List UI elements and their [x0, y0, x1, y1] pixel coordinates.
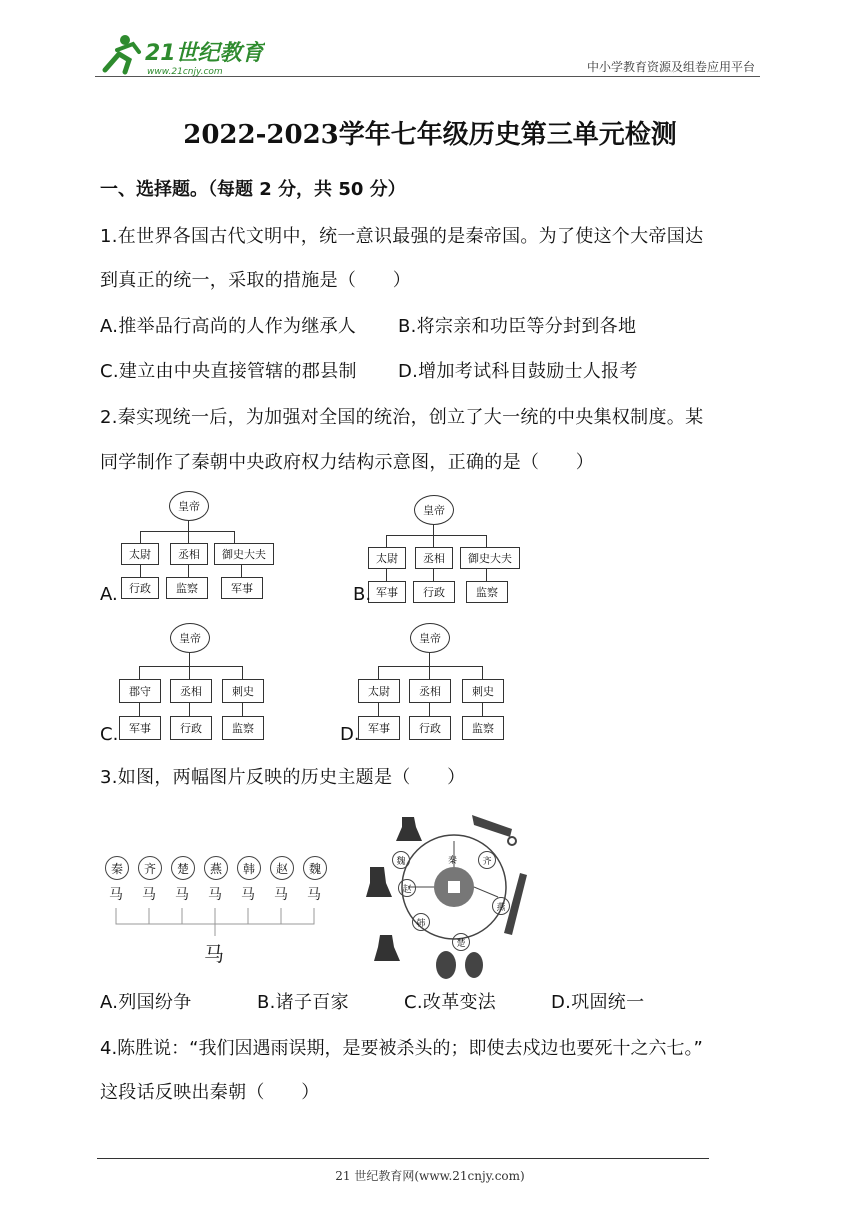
- diagram-a-letter: A.: [100, 584, 118, 605]
- node-bottom-3: 监察: [462, 716, 504, 740]
- connector: [140, 531, 234, 532]
- node-bottom-2: 监察: [166, 577, 208, 599]
- connector: [482, 703, 483, 716]
- footer-divider: [97, 1158, 709, 1159]
- diagram-c-letter: C.: [100, 724, 119, 745]
- script-glyph: 马: [274, 887, 288, 903]
- connector: [386, 569, 387, 581]
- node-emperor: 皇帝: [169, 491, 209, 521]
- node-mid-3: 刺史: [222, 679, 264, 703]
- connector: [241, 565, 242, 577]
- connector: [140, 531, 141, 543]
- q4-stem-line2: 这段话反映出秦朝（ ）: [100, 1082, 320, 1103]
- logo-text: 21世纪教育: [145, 41, 264, 66]
- connector: [234, 531, 235, 543]
- node-bottom-3: 军事: [221, 577, 263, 599]
- connector: [188, 520, 189, 531]
- connector: [189, 666, 190, 679]
- node-bottom-1: 行政: [121, 577, 159, 599]
- header-tagline: 中小学教育资源及组卷应用平台: [586, 60, 755, 74]
- node-emperor: 皇帝: [170, 623, 210, 653]
- connector: [386, 535, 486, 536]
- connector: [429, 666, 430, 679]
- node-mid-2: 丞相: [409, 679, 451, 703]
- q4-stem-line1: 4.陈胜说：“我们因遇雨误期，是要被杀头的；即使去戍边也要死十之六七。”: [100, 1038, 703, 1059]
- connector: [139, 703, 140, 716]
- q3-option-c: C.改革变法: [404, 992, 497, 1013]
- node-bottom-3: 监察: [466, 581, 508, 603]
- diagram-d: [356, 623, 516, 743]
- connector: [188, 531, 189, 543]
- node-mid-1: 太尉: [358, 679, 400, 703]
- state-seal: 楚: [171, 856, 195, 880]
- diagram-d-letter: D.: [340, 724, 360, 745]
- connector: [433, 569, 434, 581]
- node-emperor: 皇帝: [414, 495, 454, 525]
- coin-state-seal: 燕: [492, 897, 510, 915]
- runner-icon: [105, 35, 139, 72]
- script-unification-figure: [100, 850, 340, 970]
- state-seal: 燕: [204, 856, 228, 880]
- connector: [140, 565, 141, 577]
- node-mid-2: 丞相: [415, 547, 453, 569]
- page-title: 2022-2023学年七年级历史第三单元检测: [183, 120, 677, 150]
- script-glyph: 马: [175, 887, 189, 903]
- state-seal: 秦: [105, 856, 129, 880]
- header-divider: [95, 76, 760, 77]
- script-glyph: 马: [241, 887, 255, 903]
- coin-state-seal: 齐: [478, 851, 496, 869]
- connector: [378, 666, 482, 667]
- coin-state-seal: 韩: [412, 913, 430, 931]
- q1-option-b: B.将宗亲和功臣等分封到各地: [398, 316, 637, 337]
- node-bottom-2: 行政: [409, 716, 451, 740]
- node-mid-3: 刺史: [462, 679, 504, 703]
- connector: [139, 666, 140, 679]
- currency-unification-figure: [362, 805, 542, 983]
- coin-state-seal: 魏: [392, 851, 410, 869]
- diagram-b-letter: B.: [353, 584, 372, 605]
- node-mid-1: 郡守: [119, 679, 161, 703]
- connector: [386, 535, 387, 547]
- connector: [378, 703, 379, 716]
- footer-text: 21 世纪教育网(www.21cnjy.com): [335, 1169, 525, 1183]
- script-glyph: 马: [109, 887, 123, 903]
- q3-option-b: B.诸子百家: [257, 992, 349, 1013]
- connector: [482, 666, 483, 679]
- q1-stem-line2: 到真正的统一，采取的措施是（ ）: [100, 270, 412, 291]
- node-emperor: 皇帝: [410, 623, 450, 653]
- node-mid-1: 太尉: [368, 547, 406, 569]
- node-mid-2: 丞相: [170, 543, 208, 565]
- q2-stem-line2: 同学制作了秦朝中央政府权力结构示意图，正确的是（ ）: [100, 452, 595, 473]
- connector: [429, 703, 430, 716]
- connector: [242, 703, 243, 716]
- q1-option-a: A.推举品行高尚的人作为继承人: [100, 316, 357, 337]
- coin-state-seal: 赵: [398, 879, 416, 897]
- state-seal: 齐: [138, 856, 162, 880]
- connector: [189, 652, 190, 666]
- q3-option-d: D.巩固统一: [551, 992, 645, 1013]
- connector: [378, 666, 379, 679]
- diagram-a: [118, 491, 278, 603]
- q1-option-d: D.增加考试科目鼓励士人报考: [398, 361, 638, 382]
- connector: [486, 535, 487, 547]
- connector: [189, 703, 190, 716]
- logo-url: www.21cnjy.com: [147, 67, 223, 77]
- q2-stem-line1: 2.秦实现统一后，为加强对全国的统治，创立了大一统的中央集权制度。某: [100, 407, 704, 428]
- node-bottom-1: 军事: [358, 716, 400, 740]
- q1-option-c: C.建立由中央直接管辖的郡县制: [100, 361, 357, 382]
- node-bottom-2: 行政: [170, 716, 212, 740]
- q3-option-a: A.列国纷争: [100, 992, 192, 1013]
- coin-center-label: 秦: [448, 856, 458, 866]
- section-heading: 一、选择题。（每题 2 分，共 50 分）: [100, 179, 406, 200]
- connector: [242, 666, 243, 679]
- diagram-c: [118, 623, 278, 743]
- q3-stem: 3.如图，两幅图片反映的历史主题是（ ）: [100, 767, 466, 788]
- connector: [139, 666, 242, 667]
- node-bottom-1: 军事: [368, 581, 406, 603]
- node-mid-3: 御史大夫: [214, 543, 274, 565]
- script-glyph: 马: [307, 887, 321, 903]
- connector: [433, 535, 434, 547]
- script-glyph: 马: [208, 887, 222, 903]
- connector: [433, 524, 434, 535]
- state-seal: 魏: [303, 856, 327, 880]
- state-seal: 韩: [237, 856, 261, 880]
- site-logo: [95, 30, 265, 78]
- node-bottom-1: 军事: [119, 716, 161, 740]
- connector: [429, 652, 430, 666]
- connector: [486, 569, 487, 581]
- node-mid-1: 太尉: [121, 543, 159, 565]
- state-seal: 赵: [270, 856, 294, 880]
- diagram-b: [366, 495, 526, 607]
- node-bottom-3: 监察: [222, 716, 264, 740]
- node-mid-2: 丞相: [170, 679, 212, 703]
- coin-state-seal: 楚: [452, 933, 470, 951]
- connector: [188, 565, 189, 577]
- node-bottom-2: 行政: [413, 581, 455, 603]
- q1-stem-line1: 1.在世界各国古代文明中，统一意识最强的是秦帝国。为了使这个大帝国达: [100, 226, 704, 247]
- script-glyph: 马: [142, 887, 156, 903]
- unified-script-glyph: 马: [204, 942, 224, 966]
- node-mid-3: 御史大夫: [460, 547, 520, 569]
- coin-artwork: [362, 805, 542, 983]
